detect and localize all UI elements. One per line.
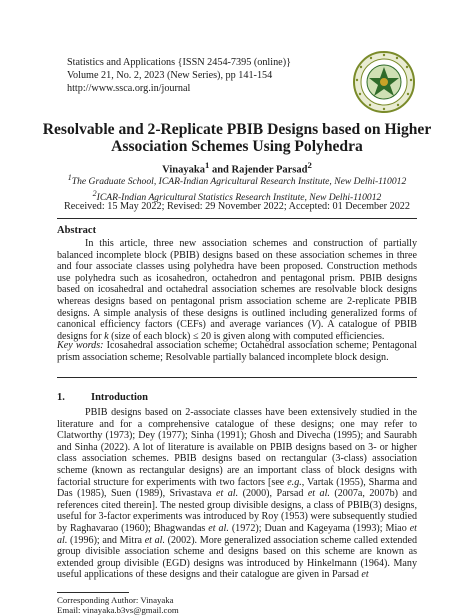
intro-etal-1: et al.	[216, 488, 239, 500]
title-line-1: Resolvable and 2-Replicate PBIB Designs based on Higher	[42, 121, 432, 138]
journal-name: Statistics and Applications {ISSN 2454-7395 (online)}	[67, 57, 291, 68]
journal-url[interactable]: http://www.ssca.org.in/journal	[67, 83, 191, 95]
abstract-text	[57, 238, 417, 342]
intro-part-4: (2007a, 2007b) and references cited therein]. The nested group divisible designs, a class of PBIB(3) designs, useful for 3-factor experiments was introduced by Roy (1953) were subsequently studied by Raghavarao (1960); Bhagwandas	[57, 488, 417, 534]
keywords-text: Icosahedral association scheme; Octahedral association scheme; Pentagonal prism association scheme; Resolvable partially balanced incomplete block design.	[57, 340, 417, 363]
author-1: Vinayaka	[162, 164, 205, 176]
affiliation-1-mark: 1	[67, 173, 72, 182]
rule-bottom	[57, 377, 417, 378]
corresponding-author: Corresponding Author: Vinayaka	[57, 595, 174, 605]
section-heading	[57, 392, 148, 403]
abstract-symbol-v: V	[311, 319, 318, 331]
intro-part-7: (2002). More generalized association scheme called extended group divisible association scheme and designs based on this scheme are known as extended group divisible (EGD) designs was introduced by Hinkelmann (1964). Many useful applications of these designs and their catalogue are given in Parsad	[57, 534, 417, 581]
footnote	[57, 595, 179, 615]
affiliation-2-text: ICAR-Indian Agricultural Statistics Research Institute, New Delhi-110012	[96, 191, 382, 203]
abstract-heading: Abstract	[57, 225, 97, 236]
intro-etal-5: et al.	[144, 534, 165, 546]
abstract-text-part-3: (size of each block) ≤ 20 is given along with computed efficiencies.	[108, 330, 385, 342]
author-2: Rajender Parsad	[231, 164, 308, 176]
journal-header	[67, 56, 347, 96]
intro-etal-4: et al.	[57, 522, 417, 546]
intro-part-2: , Vartak (1955), Sharma and Das (1985), Suen (1989), Srivastava	[57, 476, 417, 500]
author-conjunction: and	[209, 164, 232, 176]
author-2-mark: 2	[307, 160, 312, 170]
intro-etal-2: et al.	[307, 488, 330, 500]
author-1-mark: 1	[204, 160, 210, 170]
affiliation-1	[40, 172, 434, 188]
title-line-2: Association Schemes Using Polyhedra	[111, 137, 363, 155]
journal-volume: Volume 21, No. 2, 2023 (New Series), pp 141-154	[67, 70, 273, 82]
intro-part-3: (2000), Parsad	[238, 488, 308, 500]
affiliations	[40, 172, 434, 203]
publication-dates: Received: 15 May 2022; Revised: 29 November 2022; Accepted: 01 December 2022	[63, 201, 410, 212]
abstract-symbol-k: k	[104, 330, 109, 342]
footnote-rule	[57, 592, 129, 593]
keywords	[57, 340, 417, 363]
affiliation-2-mark: 2	[92, 188, 97, 198]
paper-title	[40, 122, 434, 155]
intro-part-1: PBIB designs based on 2-associate classes have been extensively studied in the literature and for a comprehensive catalogue of these designs; one may refer to Clatworthy (1973); Dey (1977); Sinha (1991); Ghosh and Divecha (1995); and Saurabh and Sinha (2022). A lot of literature is available on PBIB designs based on 3- or higher class association schemes. PBIB designs based on rectangular (3-class) association scheme (known as rectangular designs) are an important class of block designs with factorial structure for experiments with two factors [see	[57, 407, 417, 488]
introduction-text	[57, 407, 417, 581]
section-number: 1.	[57, 392, 65, 403]
rule-top	[57, 218, 417, 219]
keywords-label: Key words:	[57, 340, 104, 351]
intro-etal-6: et	[361, 569, 369, 581]
affiliation-1-text: The Graduate School, ICAR-Indian Agricultural Research Institute, New Delhi-110012	[71, 176, 407, 188]
intro-eg: e.g.	[287, 476, 302, 488]
corresponding-email[interactable]: Email: vinayaka.b3vs@gmail.com	[57, 605, 179, 615]
intro-part-6: (1996); and Mitra	[67, 534, 145, 546]
society-seal-icon	[352, 50, 416, 114]
intro-part-5: (1972); Duan and Kageyama (1993); Miao	[228, 522, 410, 534]
abstract-text-part-1: In this article, three new association schemes and construction of partially balanced incomplete block (PBIB) designs based on these association schemes in three and four associate classes using polyhedra have been proposed. Construction methods use polyhedra such as icosahedron, octahedron and pentagonal prism. PBIB designs based on icosahedral and octahedral association schemes are resolvable block designs whereas designs based on pentagonal prism association scheme are 2-replicate PBIB designs. A simple analysis of these designs is outlined including generalized forms of canonical efficiency factors (CEFs) and average variances (	[57, 238, 417, 331]
intro-etal-3: et al.	[208, 522, 229, 534]
section-title: Introduction	[91, 392, 148, 403]
abstract-text-part-2: ). A catalogue of PBIB designs for	[57, 319, 417, 342]
